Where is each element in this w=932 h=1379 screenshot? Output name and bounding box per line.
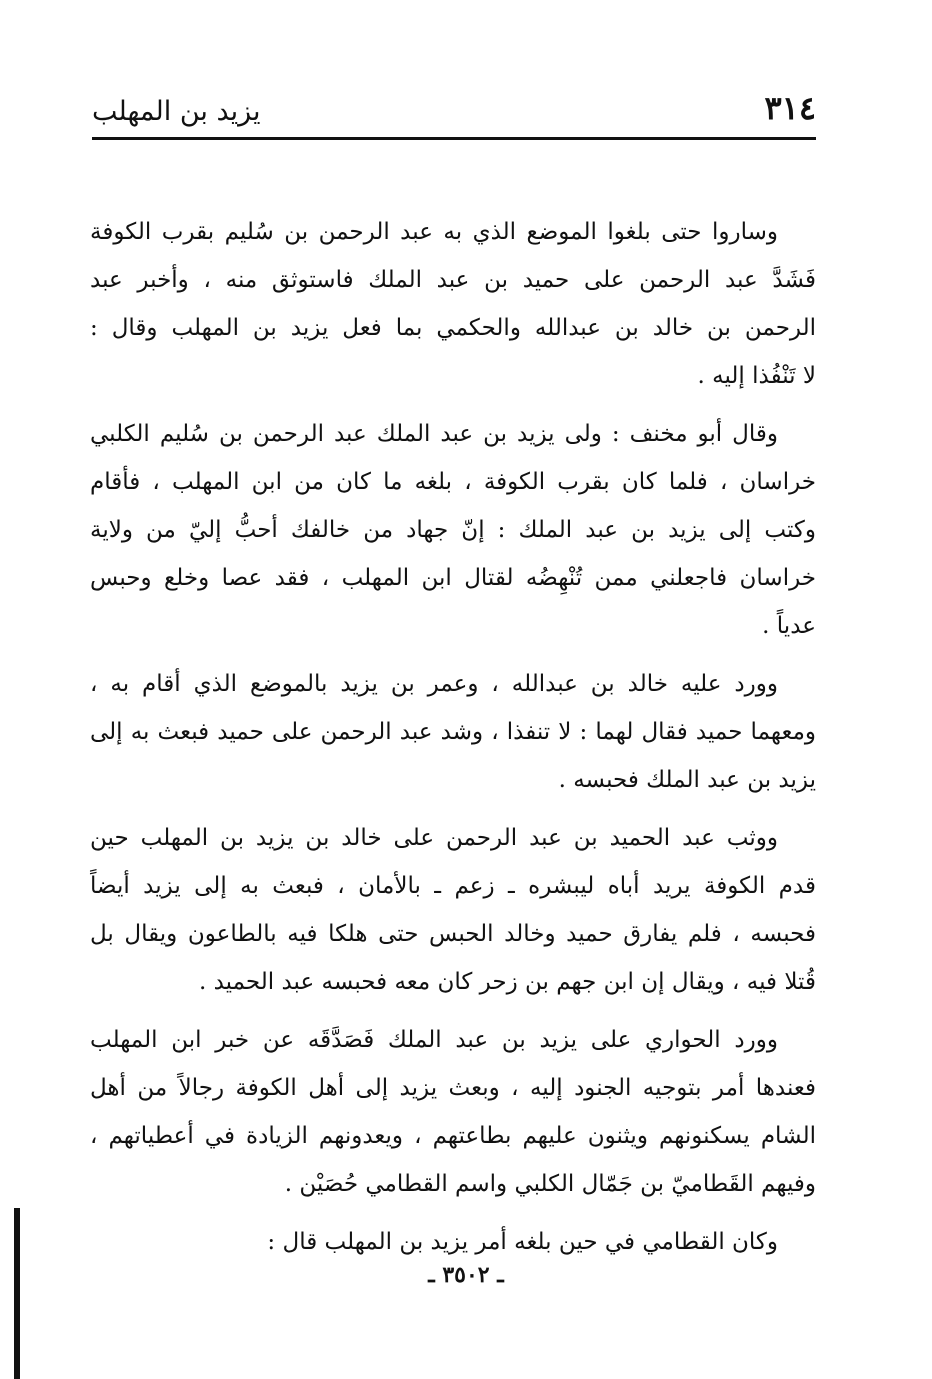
page-header: [92, 86, 816, 144]
page-footer-marker: ـ ٣٥٠٢ ـ: [428, 1262, 504, 1288]
text-line: الرحمن بن خالد بن عبدالله والحكمي بما فعل يزيد بن المهلب وقال :: [90, 315, 816, 341]
header-rule: [92, 137, 816, 140]
text-line: وورد الحواري على يزيد بن عبد الملك فَصَدَّقَه عن خبر ابن المهلب: [90, 1027, 778, 1053]
text-line: وفيهم القَطاميّ بن جَمّال الكلبي واسم القطامي حُصَيْن .: [284, 1171, 816, 1197]
text-line: وورد عليه خالد بن عبدالله ، وعمر بن يزيد بالموضع الذي أقام به ،: [90, 671, 778, 697]
text-line: وقال أبو مخنف : ولى يزيد بن عبد الملك عبد الرحمن بن سُليم الكلبي: [90, 421, 778, 447]
text-line: وساروا حتى بلغوا الموضع الذي به عبد الرحمن بن سُليم بقرب الكوفة: [90, 219, 778, 245]
text-line: فعندها أمر بتوجيه الجنود إليه ، وبعث يزيد إلى أهل الكوفة رجالاً من أهل: [90, 1075, 816, 1101]
text-line: ومعهما حميد فقال لهما : لا تنفذا ، وشد عبد الرحمن على حميد فبعث به إلى: [90, 719, 816, 745]
page-number: ٣١٤: [764, 89, 816, 127]
running-title: يزيد بن المهلب: [92, 96, 261, 127]
text-line: يزيد بن عبد الملك فحبسه .: [558, 767, 816, 793]
text-line: عدياً .: [762, 613, 816, 639]
text-line: خراسان فاجعلني ممن تُنْهِضُه لقتال ابن المهلب ، فقد عصا وخلع وحبس: [90, 565, 816, 591]
text-line: خراسان ، فلما كان بقرب الكوفة ، بلغه ما كان من ابن المهلب ، فأقام: [90, 469, 816, 495]
text-line: وكتب إلى يزيد بن عبد الملك : إنّ جهاد من خالفك أحبُّ إليّ من ولاية: [90, 517, 816, 543]
page-body: [90, 208, 816, 1276]
scan-edge-mark: [14, 1208, 20, 1379]
paragraph-6: [90, 1218, 816, 1266]
paragraph-4: [90, 814, 816, 1006]
paragraph-2: [90, 410, 816, 650]
text-line: ووثب عبد الحميد بن عبد الرحمن على خالد بن يزيد بن المهلب حين: [90, 825, 778, 851]
paragraph-1: [90, 208, 816, 400]
text-line: لا تَنْفُذا إليه .: [697, 363, 816, 389]
paragraph-5: [90, 1016, 816, 1208]
text-line: فَشَدَّ عبد الرحمن على حميد بن عبد الملك فاستوثق منه ، وأخبر عبد: [90, 267, 816, 293]
text-line: الشام يسكنونهم ويثنون عليهم بطاعتهم ، ويعدونهم الزيادة في أعطياتهم ،: [90, 1123, 816, 1149]
text-line: قُتلا فيه ، ويقال إن ابن جهم بن زحر كان معه فحبسه عبد الحميد .: [198, 969, 816, 995]
text-line: فحبسه ، فلم يفارق حميد وخالد الحبس حتى هلكا فيه بالطاعون ويقال بل: [90, 921, 816, 947]
text-line: قدم الكوفة يريد أباه ليبشره ـ زعم ـ بالأمان ، فبعث به إلى يزيد أيضاً: [90, 873, 816, 899]
text-line: وكان القطامي في حين بلغه أمر يزيد بن المهلب قال :: [267, 1229, 778, 1255]
paragraph-3: [90, 660, 816, 804]
